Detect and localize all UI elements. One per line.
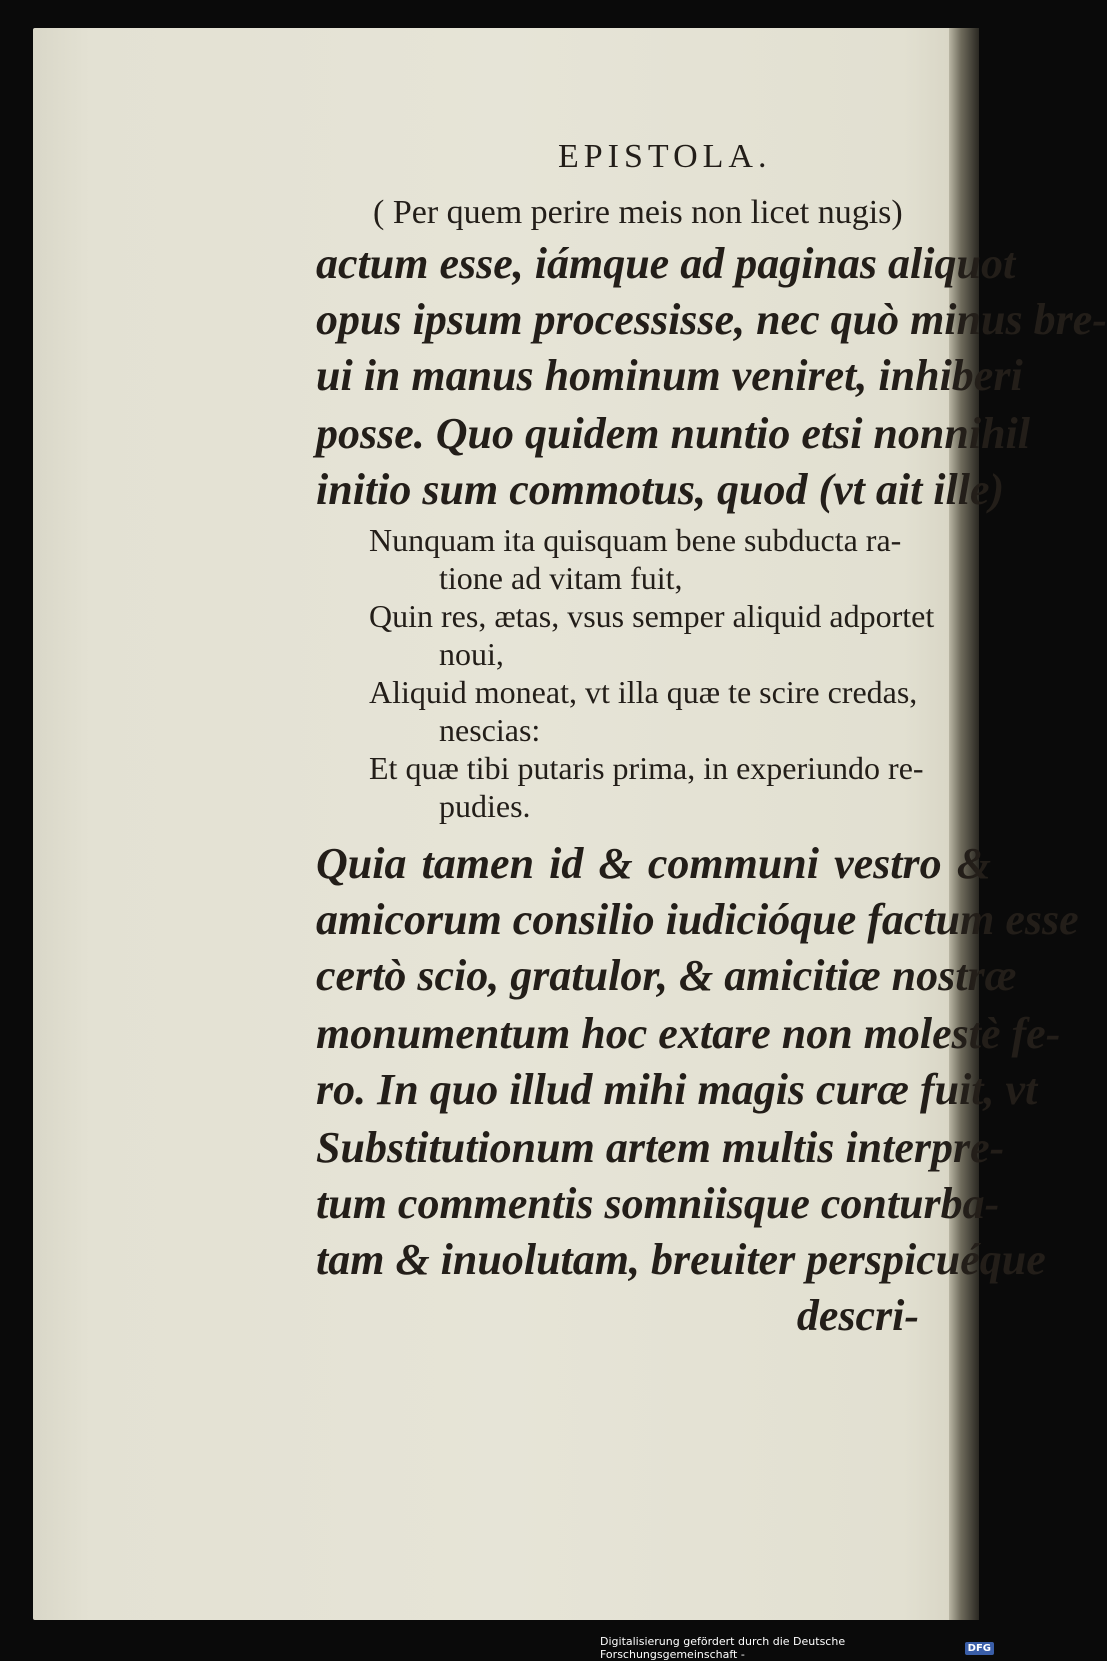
parenthetical-line: ( Per quem perire meis non licet nugis) — [373, 194, 903, 231]
italic-line: initio sum commotus, quod (vt ait ille) — [316, 465, 1005, 514]
italic-line: posse. Quo quidem nuntio etsi nonnihil — [316, 409, 1030, 458]
verse-line: pudies. — [439, 788, 531, 824]
italic-line: tum commentis somniisque conturba- — [316, 1179, 1000, 1228]
italic-line: certò scio, gratulor, & amicitiæ nostræ — [316, 951, 1017, 1000]
italic-line: opus ipsum processisse, nec quò minus bre- — [316, 295, 1107, 344]
italic-line: amicorum consilio iudicióque factum esse — [316, 895, 1079, 944]
italic-line: Substitutionum artem multis interpre- — [316, 1123, 1005, 1172]
page-heading: EPISTOLA. — [558, 138, 772, 175]
italic-line: tam & inuolutam, breuiter perspicuéque — [316, 1235, 1046, 1284]
italic-line: actum esse, iámque ad paginas aliquot — [316, 239, 1016, 288]
digitization-footer — [600, 1635, 1000, 1661]
verse-line: Aliquid moneat, vt illa quæ te scire credas, — [369, 674, 918, 710]
verse-line: noui, — [439, 636, 504, 672]
italic-line: ui in manus hominum veniret, inhiberi — [316, 351, 1023, 400]
catchword: descri- — [796, 1291, 919, 1340]
verse-line: nescias: — [439, 712, 541, 748]
verse-line: Quin res, ætas, vsus semper aliquid adportet — [369, 598, 935, 634]
italic-line: ro. In quo illud mihi magis curæ fuit, vt — [316, 1065, 1038, 1114]
dfg-logo: DFG — [965, 1642, 994, 1655]
verse-line: Et quæ tibi putaris prima, in experiundo re- — [369, 750, 924, 786]
italic-line: Quia tamen id & communi vestro & — [316, 839, 991, 888]
verse-line: tione ad vitam fuit, — [439, 560, 683, 596]
verse-line: Nunquam ita quisquam bene subducta ra- — [369, 522, 902, 558]
italic-line: monumentum hoc extare non molestè fe- — [316, 1009, 1061, 1058]
book-page — [33, 28, 1107, 1620]
footer-text: Digitalisierung gefördert durch die Deutsche Forschungsgemeinschaft - — [600, 1635, 846, 1661]
